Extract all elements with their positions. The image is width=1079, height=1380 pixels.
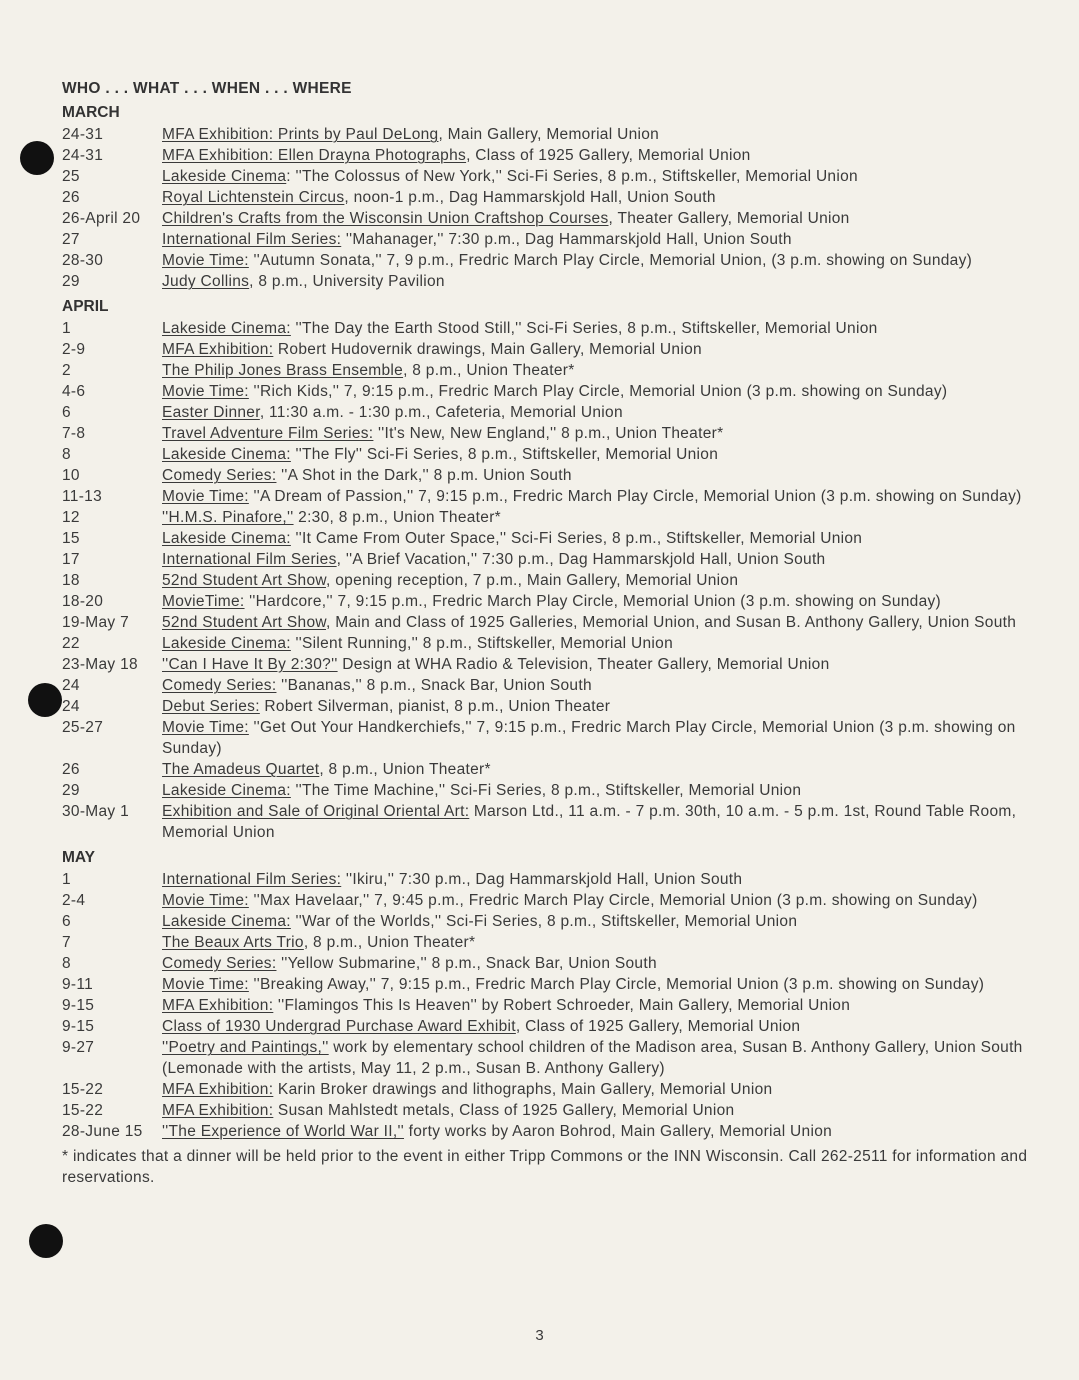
event-details: , 8 p.m., University Pavilion (249, 273, 445, 290)
event-entry (62, 444, 1052, 465)
event-entry (62, 570, 1052, 591)
month-section-april (62, 298, 1052, 843)
event-description (162, 633, 1052, 654)
event-name: Movie Time: (162, 383, 249, 400)
event-name: MFA Exhibition: Ellen Drayna Photographs (162, 147, 467, 164)
event-details: ''War of the Worlds,'' Sci-Fi Series, 8 p.m., Stiftskeller, Memorial Union (290, 913, 798, 930)
event-details: Robert Silverman, pianist, 8 p.m., Union Theater (259, 698, 611, 715)
event-details: work by elementary school children of the Madison area, Susan B. Anthony Gallery, Union South (Lemonade with the artists, May 11, 2 p.m., Susan B. Anthony Gallery) (162, 1039, 1023, 1077)
event-entry (62, 549, 1052, 570)
event-name: Movie Time: (162, 719, 249, 736)
event-name: 52nd Student Art Show (162, 614, 327, 631)
event-entry (62, 124, 1052, 145)
event-entry (62, 166, 1052, 187)
event-details: ''Yellow Submarine,'' 8 p.m., Snack Bar, Union South (276, 955, 657, 972)
event-entry (62, 953, 1052, 974)
event-description (162, 869, 1052, 890)
event-date: 18-20 (62, 593, 104, 610)
event-description (162, 549, 1052, 570)
event-date: 11-13 (62, 488, 102, 505)
event-name: Comedy Series: (162, 955, 277, 972)
event-details: forty works by Aaron Bohrod, Main Gallery, Memorial Union (404, 1123, 833, 1140)
punch-hole (20, 141, 54, 175)
event-name: Judy Collins (162, 273, 250, 290)
event-date: 30-May 1 (62, 803, 130, 820)
event-description (162, 339, 1052, 360)
event-description (162, 145, 1052, 166)
event-details: ''A Shot in the Dark,'' 8 p.m. Union South (276, 467, 572, 484)
event-name: Debut Series: (162, 698, 260, 715)
event-date: 18 (62, 572, 80, 589)
event-name: MovieTime: (162, 593, 245, 610)
months-container (62, 104, 1052, 1142)
event-entry (62, 402, 1052, 423)
event-date: 26 (62, 761, 80, 778)
event-date: 15-22 (62, 1102, 104, 1119)
event-name: ''Can I Have It By 2:30?'' (162, 656, 338, 673)
event-name: The Beaux Arts Trio (162, 934, 304, 951)
event-name: 52nd Student Art Show (162, 572, 327, 589)
event-description (162, 995, 1052, 1016)
event-date: 29 (62, 273, 80, 290)
event-description (162, 423, 1052, 444)
event-name: Comedy Series: (162, 677, 277, 694)
event-date: 29 (62, 782, 80, 799)
event-entry (62, 423, 1052, 444)
event-description (162, 166, 1052, 187)
event-date: 6 (62, 913, 71, 930)
event-description (162, 444, 1052, 465)
punch-hole (29, 1224, 63, 1258)
event-entry (62, 528, 1052, 549)
event-name: The Amadeus Quartet (162, 761, 320, 778)
event-name: ''H.M.S. Pinafore,'' (162, 509, 294, 526)
event-details: ''Breaking Away,'' 7, 9:15 p.m., Fredric March Play Circle, Memorial Union (3 p.m. showing on Sunday) (248, 976, 985, 993)
event-date: 19-May 7 (62, 614, 130, 631)
event-description (162, 486, 1052, 507)
event-name: MFA Exhibition: (162, 997, 274, 1014)
event-description (162, 801, 1052, 843)
month-section-may (62, 849, 1052, 1142)
event-description (162, 911, 1052, 932)
event-date: 17 (62, 551, 80, 568)
event-description (162, 974, 1052, 995)
event-date: 8 (62, 446, 71, 463)
event-description (162, 1037, 1052, 1079)
event-entry (62, 869, 1052, 890)
event-date: 9-15 (62, 1018, 95, 1035)
event-description (162, 318, 1052, 339)
event-name: Movie Time: (162, 892, 249, 909)
event-description (162, 1100, 1052, 1121)
event-description (162, 402, 1052, 423)
event-name: Lakeside Cinema: (162, 913, 291, 930)
event-details: , noon-1 p.m., Dag Hammarskjold Hall, Union South (344, 189, 716, 206)
event-description (162, 507, 1052, 528)
event-name: ''The Experience of World War II,'' (162, 1123, 405, 1140)
event-description (162, 953, 1052, 974)
event-entry (62, 318, 1052, 339)
event-details: Robert Hudovernik drawings, Main Gallery, Memorial Union (273, 341, 702, 358)
event-name: Comedy Series: (162, 467, 277, 484)
event-entry (62, 591, 1052, 612)
event-date: 23-May 18 (62, 656, 138, 673)
event-description (162, 271, 1052, 292)
event-details: 2:30, 8 p.m., Union Theater* (293, 509, 501, 526)
event-details: , Class of 1925 Gallery, Memorial Union (466, 147, 751, 164)
event-description (162, 229, 1052, 250)
event-name: Movie Time: (162, 976, 249, 993)
month-heading: APRIL (62, 298, 109, 315)
event-description (162, 465, 1052, 486)
event-date: 6 (62, 404, 71, 421)
event-name: Movie Time: (162, 252, 249, 269)
event-description (162, 932, 1052, 953)
event-details: , Theater Gallery, Memorial Union (608, 210, 850, 227)
event-details: , 8 p.m., Union Theater* (319, 761, 491, 778)
footnote: * indicates that a dinner will be held prior to the event in either Tripp Commons or the INN Wisconsin. Call 262-2511 for information and reservations. (62, 1148, 1028, 1186)
event-date: 2-9 (62, 341, 86, 358)
event-description (162, 381, 1052, 402)
event-description (162, 360, 1052, 381)
event-name: Class of 1930 Undergrad Purchase Award Exhibit (162, 1018, 516, 1035)
event-date: 15 (62, 530, 80, 547)
event-date: 2-4 (62, 892, 86, 909)
event-details: ''The Day the Earth Stood Still,'' Sci-Fi Series, 8 p.m., Stiftskeller, Memorial Union (290, 320, 878, 337)
event-entry (62, 890, 1052, 911)
event-date: 25 (62, 168, 80, 185)
event-description (162, 124, 1052, 145)
event-entry (62, 801, 1052, 843)
event-details: ''Max Havelaar,'' 7, 9:45 p.m., Fredric March Play Circle, Memorial Union (3 p.m. showing on Sunday) (248, 892, 978, 909)
event-description (162, 612, 1052, 633)
event-name: Easter Dinner (162, 404, 260, 421)
event-date: 9-27 (62, 1039, 95, 1056)
event-entry (62, 145, 1052, 166)
event-date: 9-11 (62, 976, 94, 993)
month-heading: MARCH (62, 104, 120, 121)
event-details: , 8 p.m., Union Theater* (303, 934, 476, 951)
event-description (162, 187, 1052, 208)
event-details: ''Silent Running,'' 8 p.m., Stiftskeller, Memorial Union (290, 635, 674, 652)
event-entry (62, 187, 1052, 208)
event-description (162, 570, 1052, 591)
page-number: 3 (535, 1327, 544, 1344)
event-date: 12 (62, 509, 80, 526)
month-heading: MAY (62, 849, 96, 866)
event-entry (62, 486, 1052, 507)
event-details: ''Ikiru,'' 7:30 p.m., Dag Hammarskjold Hall, Union South (341, 871, 743, 888)
event-entry (62, 675, 1052, 696)
event-details: ''Autumn Sonata,'' 7, 9 p.m., Fredric March Play Circle, Memorial Union, (3 p.m. showing on Sunday) (248, 252, 973, 269)
event-entry (62, 717, 1052, 759)
event-date: 9-15 (62, 997, 95, 1014)
event-entry (62, 759, 1052, 780)
event-description (162, 890, 1052, 911)
event-name: Lakeside Cinema: (162, 635, 291, 652)
event-description (162, 759, 1052, 780)
event-details: Karin Broker drawings and lithographs, Main Gallery, Memorial Union (273, 1081, 773, 1098)
event-name: International Film Series: (162, 871, 342, 888)
event-description (162, 208, 1052, 229)
event-details: ''A Dream of Passion,'' 7, 9:15 p.m., Fredric March Play Circle, Memorial Union (3 p.m. showing on Sunday) (248, 488, 1022, 505)
event-entry (62, 612, 1052, 633)
event-date: 10 (62, 467, 80, 484)
event-details: , ''A Brief Vacation,'' 7:30 p.m., Dag Hammarskjold Hall, Union South (336, 551, 826, 568)
event-date: 1 (62, 871, 71, 888)
event-name: Lakeside Cinema: (162, 782, 291, 799)
event-details: ''The Fly'' Sci-Fi Series, 8 p.m., Stiftskeller, Memorial Union (290, 446, 719, 463)
event-entry (62, 780, 1052, 801)
event-details: ''Get Out Your Handkerchiefs,'' 7, 9:15 p.m., Fredric March Play Circle, Memorial Union (3 p.m. showing on Sunday) (162, 719, 1016, 757)
month-section-march (62, 104, 1052, 292)
event-date: 26 (62, 189, 80, 206)
event-name: Exhibition and Sale of Original Oriental Art: (162, 803, 470, 820)
event-date: 2 (62, 362, 71, 379)
event-entry (62, 1121, 1052, 1142)
event-description (162, 250, 1052, 271)
event-date: 15-22 (62, 1081, 104, 1098)
event-entry (62, 465, 1052, 486)
event-entry (62, 654, 1052, 675)
event-name: Royal Lichtenstein Circus (162, 189, 345, 206)
event-details: ''Rich Kids,'' 7, 9:15 p.m., Fredric March Play Circle, Memorial Union (3 p.m. showing on Sunday) (248, 383, 948, 400)
event-name: International Film Series: (162, 231, 342, 248)
event-name: Lakeside Cinema: (162, 446, 291, 463)
event-name: MFA Exhibition: (162, 1102, 274, 1119)
event-date: 8 (62, 955, 71, 972)
event-date: 28-30 (62, 252, 104, 269)
event-details: ''It Came From Outer Space,'' Sci-Fi Series, 8 p.m., Stiftskeller, Memorial Union (290, 530, 863, 547)
event-description (162, 675, 1052, 696)
event-details: ''Flamingos This Is Heaven'' by Robert Schroeder, Main Gallery, Memorial Union (273, 997, 851, 1014)
event-details: ''Hardcore,'' 7, 9:15 p.m., Fredric March Play Circle, Memorial Union (3 p.m. showing on Sunday) (244, 593, 942, 610)
event-entry (62, 633, 1052, 654)
event-entry (62, 911, 1052, 932)
event-entry (62, 696, 1052, 717)
event-entry (62, 250, 1052, 271)
event-details: ''Mahanager,'' 7:30 p.m., Dag Hammarskjold Hall, Union South (341, 231, 792, 248)
event-date: 1 (62, 320, 71, 337)
event-entry (62, 1016, 1052, 1037)
event-name: Movie Time: (162, 488, 249, 505)
event-entry (62, 1037, 1052, 1079)
event-date: 26-April 20 (62, 210, 141, 227)
event-details: , 8 p.m., Union Theater* (403, 362, 575, 379)
event-description (162, 696, 1052, 717)
event-description (162, 717, 1052, 759)
event-date: 24-31 (62, 147, 104, 164)
event-description (162, 1079, 1052, 1100)
event-entry (62, 507, 1052, 528)
event-name: Lakeside Cinema: (162, 320, 291, 337)
event-details: ''Bananas,'' 8 p.m., Snack Bar, Union South (276, 677, 592, 694)
event-date: 7 (62, 934, 71, 951)
event-date: 24 (62, 677, 80, 694)
event-details: : ''The Colossus of New York,'' Sci-Fi Series, 8 p.m., Stiftskeller, Memorial Union (286, 168, 858, 185)
event-details: Design at WHA Radio & Television, Theater Gallery, Memorial Union (337, 656, 830, 673)
event-name: Children's Crafts from the Wisconsin Union Craftshop Courses (162, 210, 609, 227)
event-entry (62, 339, 1052, 360)
event-name: Lakeside Cinema (162, 168, 287, 185)
event-description (162, 780, 1052, 801)
event-details: Susan Mahlstedt metals, Class of 1925 Gallery, Memorial Union (273, 1102, 735, 1119)
event-entry (62, 381, 1052, 402)
event-description (162, 528, 1052, 549)
event-details: ''The Time Machine,'' Sci-Fi Series, 8 p.m., Stiftskeller, Memorial Union (290, 782, 802, 799)
event-details: , Main Gallery, Memorial Union (438, 126, 660, 143)
event-name: MFA Exhibition: Prints by Paul DeLong (162, 126, 439, 143)
event-date: 25-27 (62, 719, 104, 736)
event-name: ''Poetry and Paintings,'' (162, 1039, 329, 1056)
event-name: MFA Exhibition: (162, 341, 274, 358)
event-description (162, 1016, 1052, 1037)
event-details: , Class of 1925 Gallery, Memorial Union (515, 1018, 801, 1035)
page-title: WHO . . . WHAT . . . WHEN . . . WHERE (62, 80, 352, 97)
event-description (162, 1121, 1052, 1142)
event-entry (62, 932, 1052, 953)
event-date: 24-31 (62, 126, 104, 143)
event-name: Travel Adventure Film Series: (162, 425, 374, 442)
event-entry (62, 271, 1052, 292)
event-name: MFA Exhibition: (162, 1081, 274, 1098)
event-date: 28-June 15 (62, 1123, 143, 1140)
punch-hole (28, 683, 62, 717)
event-details: , 11:30 a.m. - 1:30 p.m., Cafeteria, Memorial Union (259, 404, 623, 421)
event-date: 4-6 (62, 383, 86, 400)
event-entry (62, 995, 1052, 1016)
event-details: , Main and Class of 1925 Galleries, Memorial Union, and Susan B. Anthony Gallery, Union South (326, 614, 1017, 631)
event-description (162, 654, 1052, 675)
event-entry (62, 1100, 1052, 1121)
event-date: 24 (62, 698, 80, 715)
event-entry (62, 360, 1052, 381)
event-entry (62, 229, 1052, 250)
event-entry (62, 974, 1052, 995)
event-details: Marson Ltd., 11 a.m. - 7 p.m. 30th, 10 a.m. - 5 p.m. 1st, Round Table Room, Memorial Union (162, 803, 1017, 841)
event-entry (62, 1079, 1052, 1100)
calendar-page (62, 80, 1052, 1188)
event-details: ''It's New, New England,'' 8 p.m., Union Theater* (373, 425, 724, 442)
event-date: 7-8 (62, 425, 86, 442)
event-name: The Philip Jones Brass Ensemble (162, 362, 404, 379)
event-entry (62, 208, 1052, 229)
event-details: , opening reception, 7 p.m., Main Gallery, Memorial Union (326, 572, 739, 589)
event-date: 22 (62, 635, 80, 652)
event-description (162, 591, 1052, 612)
event-name: Lakeside Cinema: (162, 530, 291, 547)
event-date: 27 (62, 231, 80, 248)
event-name: International Film Series (162, 551, 337, 568)
